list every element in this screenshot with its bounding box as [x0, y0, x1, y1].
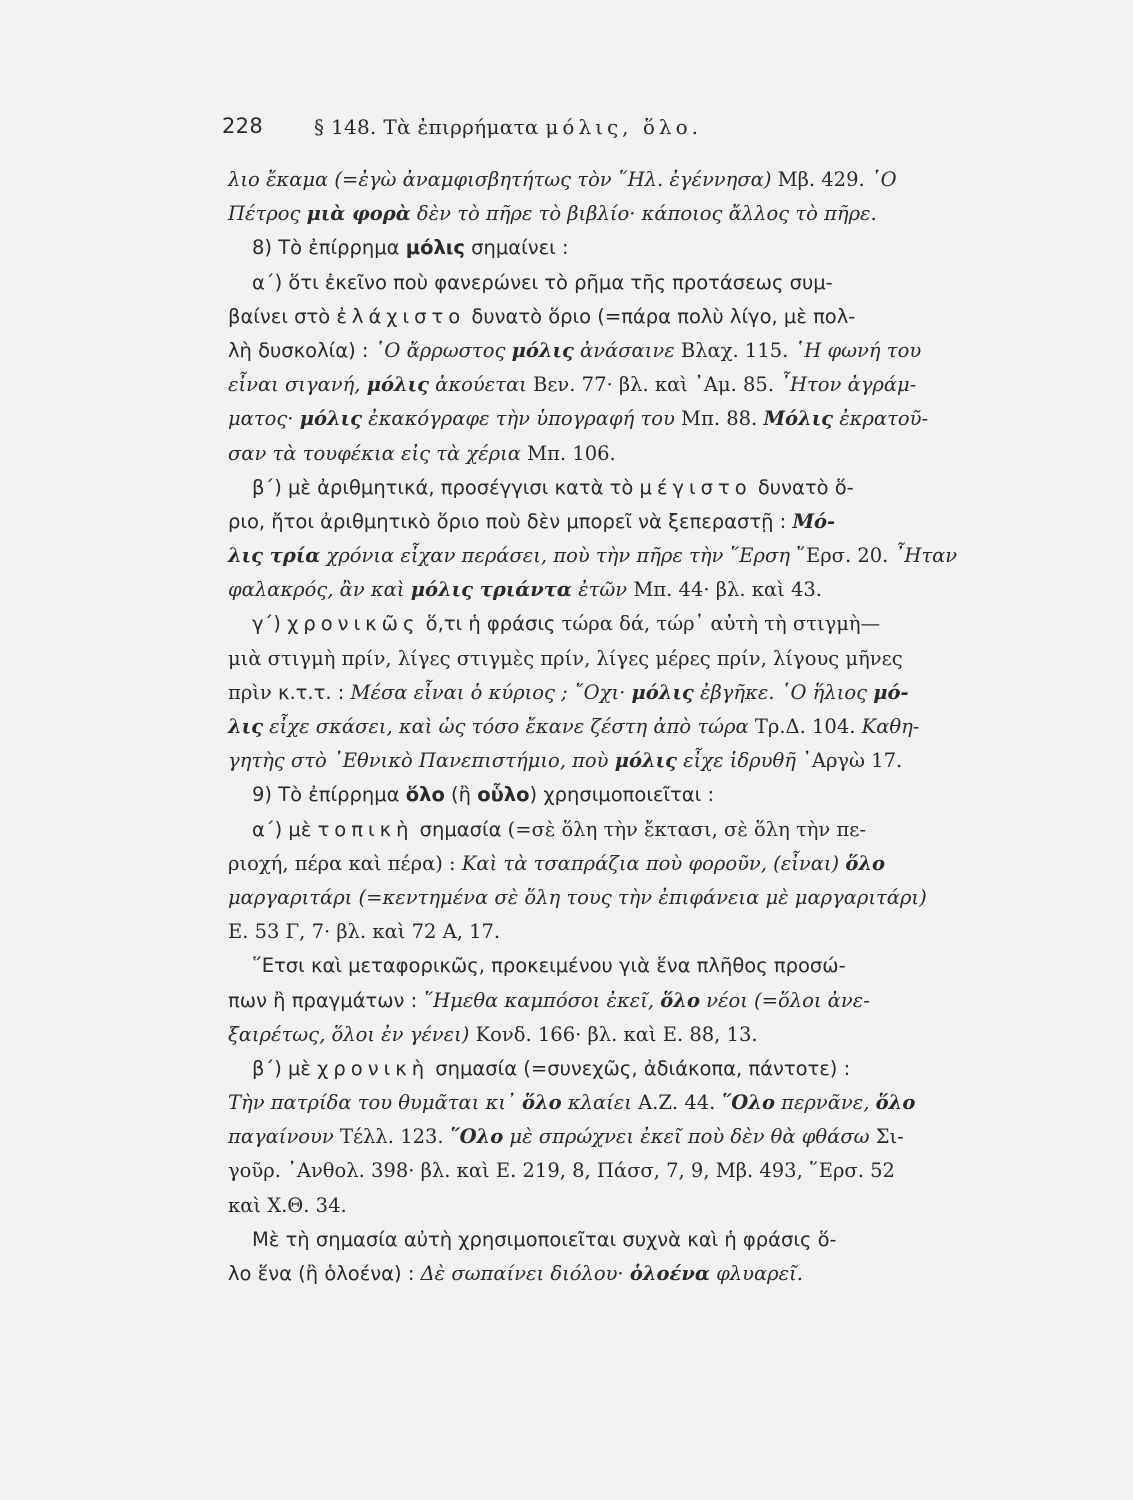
text-segment: περνᾶνε, [774, 1091, 876, 1115]
text-segment: ὅλο [660, 988, 700, 1012]
text-segment: γοῦρ. ᾿Ανθολ. 398· βλ. καὶ Ε. 219, 8, Πάσσ, 7, 9, Μβ. 493, ῞Ερσ. 52 [228, 1159, 895, 1183]
text-segment: ματος· [228, 407, 300, 431]
text-line [228, 710, 932, 744]
text-segment: ᾿Αργὼ 17. [802, 749, 903, 773]
text-segment: ἐλάχιστο [336, 304, 466, 328]
text-segment: ῞Ετσι καὶ μεταφορικῶς, προκειμένου γιὰ ἕνα πλῆθος προσώ- [252, 954, 846, 978]
text-line [228, 1086, 932, 1120]
text-segment: πων ἢ πραγμάτων : [228, 988, 424, 1012]
text-line [228, 642, 932, 676]
text-segment: ῾Ο ἄρρωστος [374, 338, 512, 362]
text-segment: καὶ Χ.Θ. 34. [228, 1193, 347, 1217]
text-segment: δὲν τὸ πῆρε τὸ βιβλίο· κάποιος ἄλλος τὸ πῆρε. [410, 202, 877, 226]
page-header [222, 114, 822, 148]
text-line [228, 471, 932, 505]
text-segment: ὁλοένα [629, 1262, 710, 1285]
text-segment: Μβ. 429. [777, 168, 871, 191]
section-words: μόλις, ὅλο. [545, 115, 702, 139]
text-segment: ῏Ητον ἀγράμ- [780, 373, 917, 397]
text-segment: α΄) μὲ [252, 817, 318, 841]
text-segment: ἐτῶν [571, 578, 634, 602]
text-segment: Τὴν πατρίδα του θυμᾶται κι᾿ [228, 1091, 522, 1115]
text-segment: φαλακρός, ἂν καὶ [228, 578, 411, 602]
text-segment: α΄) ὅτι ἐκεῖνο ποὺ φανερώνει τὸ ρῆμα τῆς προτάσεως συμ- [252, 270, 833, 294]
text-segment: Ε. 53 Γ, 7· βλ. καὶ 72 Α, 17. [228, 920, 501, 944]
text-segment: μιὰ στιγμὴ πρίν, λίγες στιγμὲς πρίν, λίγες μέρες πρίν, λίγους μῆνες [228, 646, 903, 670]
text-segment: μιὰ φορὰ [306, 202, 411, 226]
text-segment: Τρ.Δ. 104. [754, 715, 862, 738]
text-segment: 8) Τὸ ἐπίρρημα [252, 236, 406, 260]
text-segment: ῞Ημεθα καμπόσοι ἐκεῖ, [423, 988, 661, 1012]
text-segment: ἀκούεται [428, 373, 533, 397]
text-segment: Μόλις [763, 407, 834, 431]
text-segment: Σι- [875, 1125, 904, 1149]
text-segment: ) χρησιμοποιεῖται : [529, 783, 715, 807]
text-segment: β΄) μὲ ἀριθμητικά, προσέγγισι κατὰ τὸ [252, 475, 640, 499]
text-segment: Καὶ τὰ τσαπράζια ποὺ φοροῦν, (εἶναι) [461, 851, 846, 875]
text-line [228, 368, 932, 402]
text-segment: ἐβγῆκε. ῾Ο ἥλιος [693, 680, 874, 704]
text-segment: ριοχή, πέρα καὶ πέρα) : [228, 851, 462, 875]
page-number: 228 [222, 114, 263, 138]
text-segment: πρὶν [228, 680, 278, 704]
text-line [228, 984, 932, 1018]
text-line [228, 573, 932, 607]
text-segment: μὲ σπρώχνει ἐκεῖ ποὺ δὲν θὰ φθάσω [503, 1125, 876, 1149]
text-segment: Δὲ σωπαίνει διόλου· [420, 1262, 630, 1285]
text-segment: ὅλο [845, 851, 886, 875]
text-segment: β΄) μὲ [252, 1056, 318, 1080]
text-segment: παγαίνουν [228, 1125, 340, 1149]
text-line [228, 676, 932, 710]
text-segment: λις [228, 715, 263, 738]
text-segment: χρόνια εἶχαν περάσει, ποὺ τὴν πῆρε τὴν ῞Ερση [320, 544, 797, 568]
text-segment: φλυαρεῖ. [709, 1262, 803, 1285]
text-segment: λιο ἔκαμα (=ἐγὼ ἀναμφισβητήτως τὸν ῞Ηλ. ἐγέννησα) [228, 168, 778, 191]
text-segment: Κονδ. 166· βλ. καὶ Ε. 88, 13. [475, 1022, 758, 1046]
text-line [228, 437, 932, 471]
text-line [228, 231, 932, 265]
text-segment: γητὴς στὸ ᾿Εθνικὸ Πανεπιστήμιο, ποὺ [228, 749, 615, 773]
text-segment: μόλις [511, 338, 574, 362]
text-segment: Μό- [792, 509, 836, 533]
text-segment: Μπ. 88. [681, 407, 764, 431]
text-segment: ῞Ολο [721, 1091, 775, 1115]
text-segment: μέγιστο [639, 475, 752, 499]
text-segment: βαίνει στὸ [228, 304, 337, 328]
text-line [228, 1018, 932, 1052]
text-line [228, 949, 932, 983]
text-segment: μόλις [366, 373, 429, 397]
text-segment: ῞Ερσ. 20. [796, 544, 895, 568]
text-segment: κ.τ.τ. : [277, 680, 351, 704]
text-segment: ξαιρέτως, ὅλοι ἐν γένει) [228, 1022, 476, 1046]
text-segment: Βεν. 77· βλ. καὶ ᾿Αμ. 85. [532, 373, 781, 397]
text-segment: Βλαχ. 115. [680, 338, 795, 362]
text-segment: εἶναι σιγανή, [228, 373, 367, 397]
text-segment: ὅλο [405, 783, 445, 807]
text-segment: λὴ δυσκολία) : [228, 338, 375, 362]
text-segment: Μπ. 106. [527, 441, 616, 465]
text-segment: λις τρία [228, 544, 321, 568]
text-segment: 9) Τὸ ἐπίρρημα [252, 783, 406, 807]
text-segment: δυνατὸ ὅ- [751, 475, 854, 499]
text-segment: χρονικὴ [317, 1056, 430, 1080]
text-segment: μαργαριτάρι (=κεντημένα σὲ ὅλη τους τὴν ἐπιφάνεια μὲ μαργαριτάρι) [228, 885, 927, 909]
text-segment: μό- [873, 680, 909, 704]
body-text [228, 163, 958, 1291]
text-segment: ὅ,τι ἡ φράσις [419, 612, 562, 636]
text-segment: ῾Ο [870, 168, 897, 191]
text-segment: ἐκρατοῦ- [833, 407, 929, 431]
text-line [228, 813, 932, 847]
text-line [228, 1120, 932, 1154]
text-segment: ῏Ηταν [894, 544, 958, 568]
text-segment: Καθη- [861, 715, 920, 738]
text-line [228, 744, 932, 778]
text-segment: ριο, ἤτοι ἀριθμητικὸ ὅριο ποὺ δὲν μπορεῖ νὰ ξεπεραστῇ : [228, 509, 793, 533]
text-line [228, 778, 932, 812]
text-segment: μόλις τριάντα [410, 578, 572, 602]
text-line [228, 915, 932, 949]
text-segment: σαν τὰ τουφέκια εἰς τὰ χέρια [228, 441, 528, 465]
text-segment: γ΄) [252, 612, 288, 636]
text-segment: μόλις [631, 680, 694, 704]
text-line [228, 1223, 932, 1257]
text-segment: Μὲ τὴ σημασία αὐτὴ χρησιμοποιεῖται συχνὰ καὶ ἡ φράσις ὅ- [252, 1227, 837, 1251]
text-segment: σημασία (=συνεχῶς, ἀδιάκοπα, πάντοτε) : [429, 1056, 851, 1080]
text-segment: νέοι (=ὅλοι ἀνε- [699, 988, 870, 1012]
text-segment: μόλις [614, 749, 677, 773]
text-line [228, 197, 932, 231]
text-segment: (=σὲ ὅλη τὴν ἔκτασι, σὲ ὅλη τὴν πε- [507, 817, 866, 841]
text-line [228, 847, 932, 881]
text-segment: μόλις [299, 407, 362, 431]
text-segment: ἀνάσαινε [573, 338, 681, 362]
text-segment: τώρα δά, τώρ᾿ αὐτὴ τὴ στιγμὴ— [561, 612, 881, 636]
text-segment: ῞Ολο [449, 1125, 504, 1149]
text-line [228, 1257, 932, 1291]
text-line [228, 607, 932, 641]
text-line [228, 881, 932, 915]
text-line [228, 266, 932, 300]
text-segment: ῾Η φωνή του [794, 338, 922, 362]
text-line [228, 163, 932, 197]
text-segment: σημασία [413, 817, 508, 841]
text-line [228, 334, 932, 368]
running-title [314, 115, 702, 139]
text-segment: ἐκακόγραφε τὴν ὑπογραφή του [361, 407, 682, 431]
text-segment: εἶχε σκάσει, καὶ ὡς τόσο ἔκανε ζέστη ἀπὸ τώρα [262, 715, 755, 738]
text-segment: τοπικὴ [317, 817, 414, 841]
section-prefix: § 148. Τὰ ἐπιρρήματα [314, 115, 546, 139]
text-line [228, 1154, 932, 1188]
text-segment: σημαίνει : [464, 236, 569, 260]
text-segment: Μπ. 44· βλ. καὶ 43. [633, 578, 822, 602]
text-segment: ὅλο [521, 1091, 562, 1115]
text-segment: ὅλο [875, 1091, 916, 1115]
text-line [228, 402, 932, 436]
text-segment: χρονικῶς [287, 612, 420, 636]
text-segment: δυνατὸ ὅριο (=πάρα πολὺ λίγο, μὲ πολ- [465, 304, 856, 328]
text-segment: Τέλλ. 123. [339, 1125, 450, 1149]
text-line [228, 1052, 932, 1086]
text-line [228, 1189, 932, 1223]
text-segment: Α.Ζ. 44. [638, 1091, 722, 1115]
text-segment: λο ἕνα (ἢ ὁλοένα) : [228, 1262, 421, 1285]
text-line [228, 505, 932, 539]
text-segment: Πέτρος [228, 202, 307, 226]
text-line [228, 539, 958, 573]
text-segment: μόλις [405, 236, 465, 260]
text-segment: εἶχε ἱδρυθῆ [676, 749, 803, 773]
text-segment: κλαίει [561, 1091, 639, 1115]
text-line [228, 300, 932, 334]
text-segment: Μέσα εἶναι ὁ κύριος ; ῎Οχι· [350, 680, 632, 704]
text-segment: (ἢ [444, 783, 478, 807]
text-segment: οὗλο [477, 783, 530, 807]
